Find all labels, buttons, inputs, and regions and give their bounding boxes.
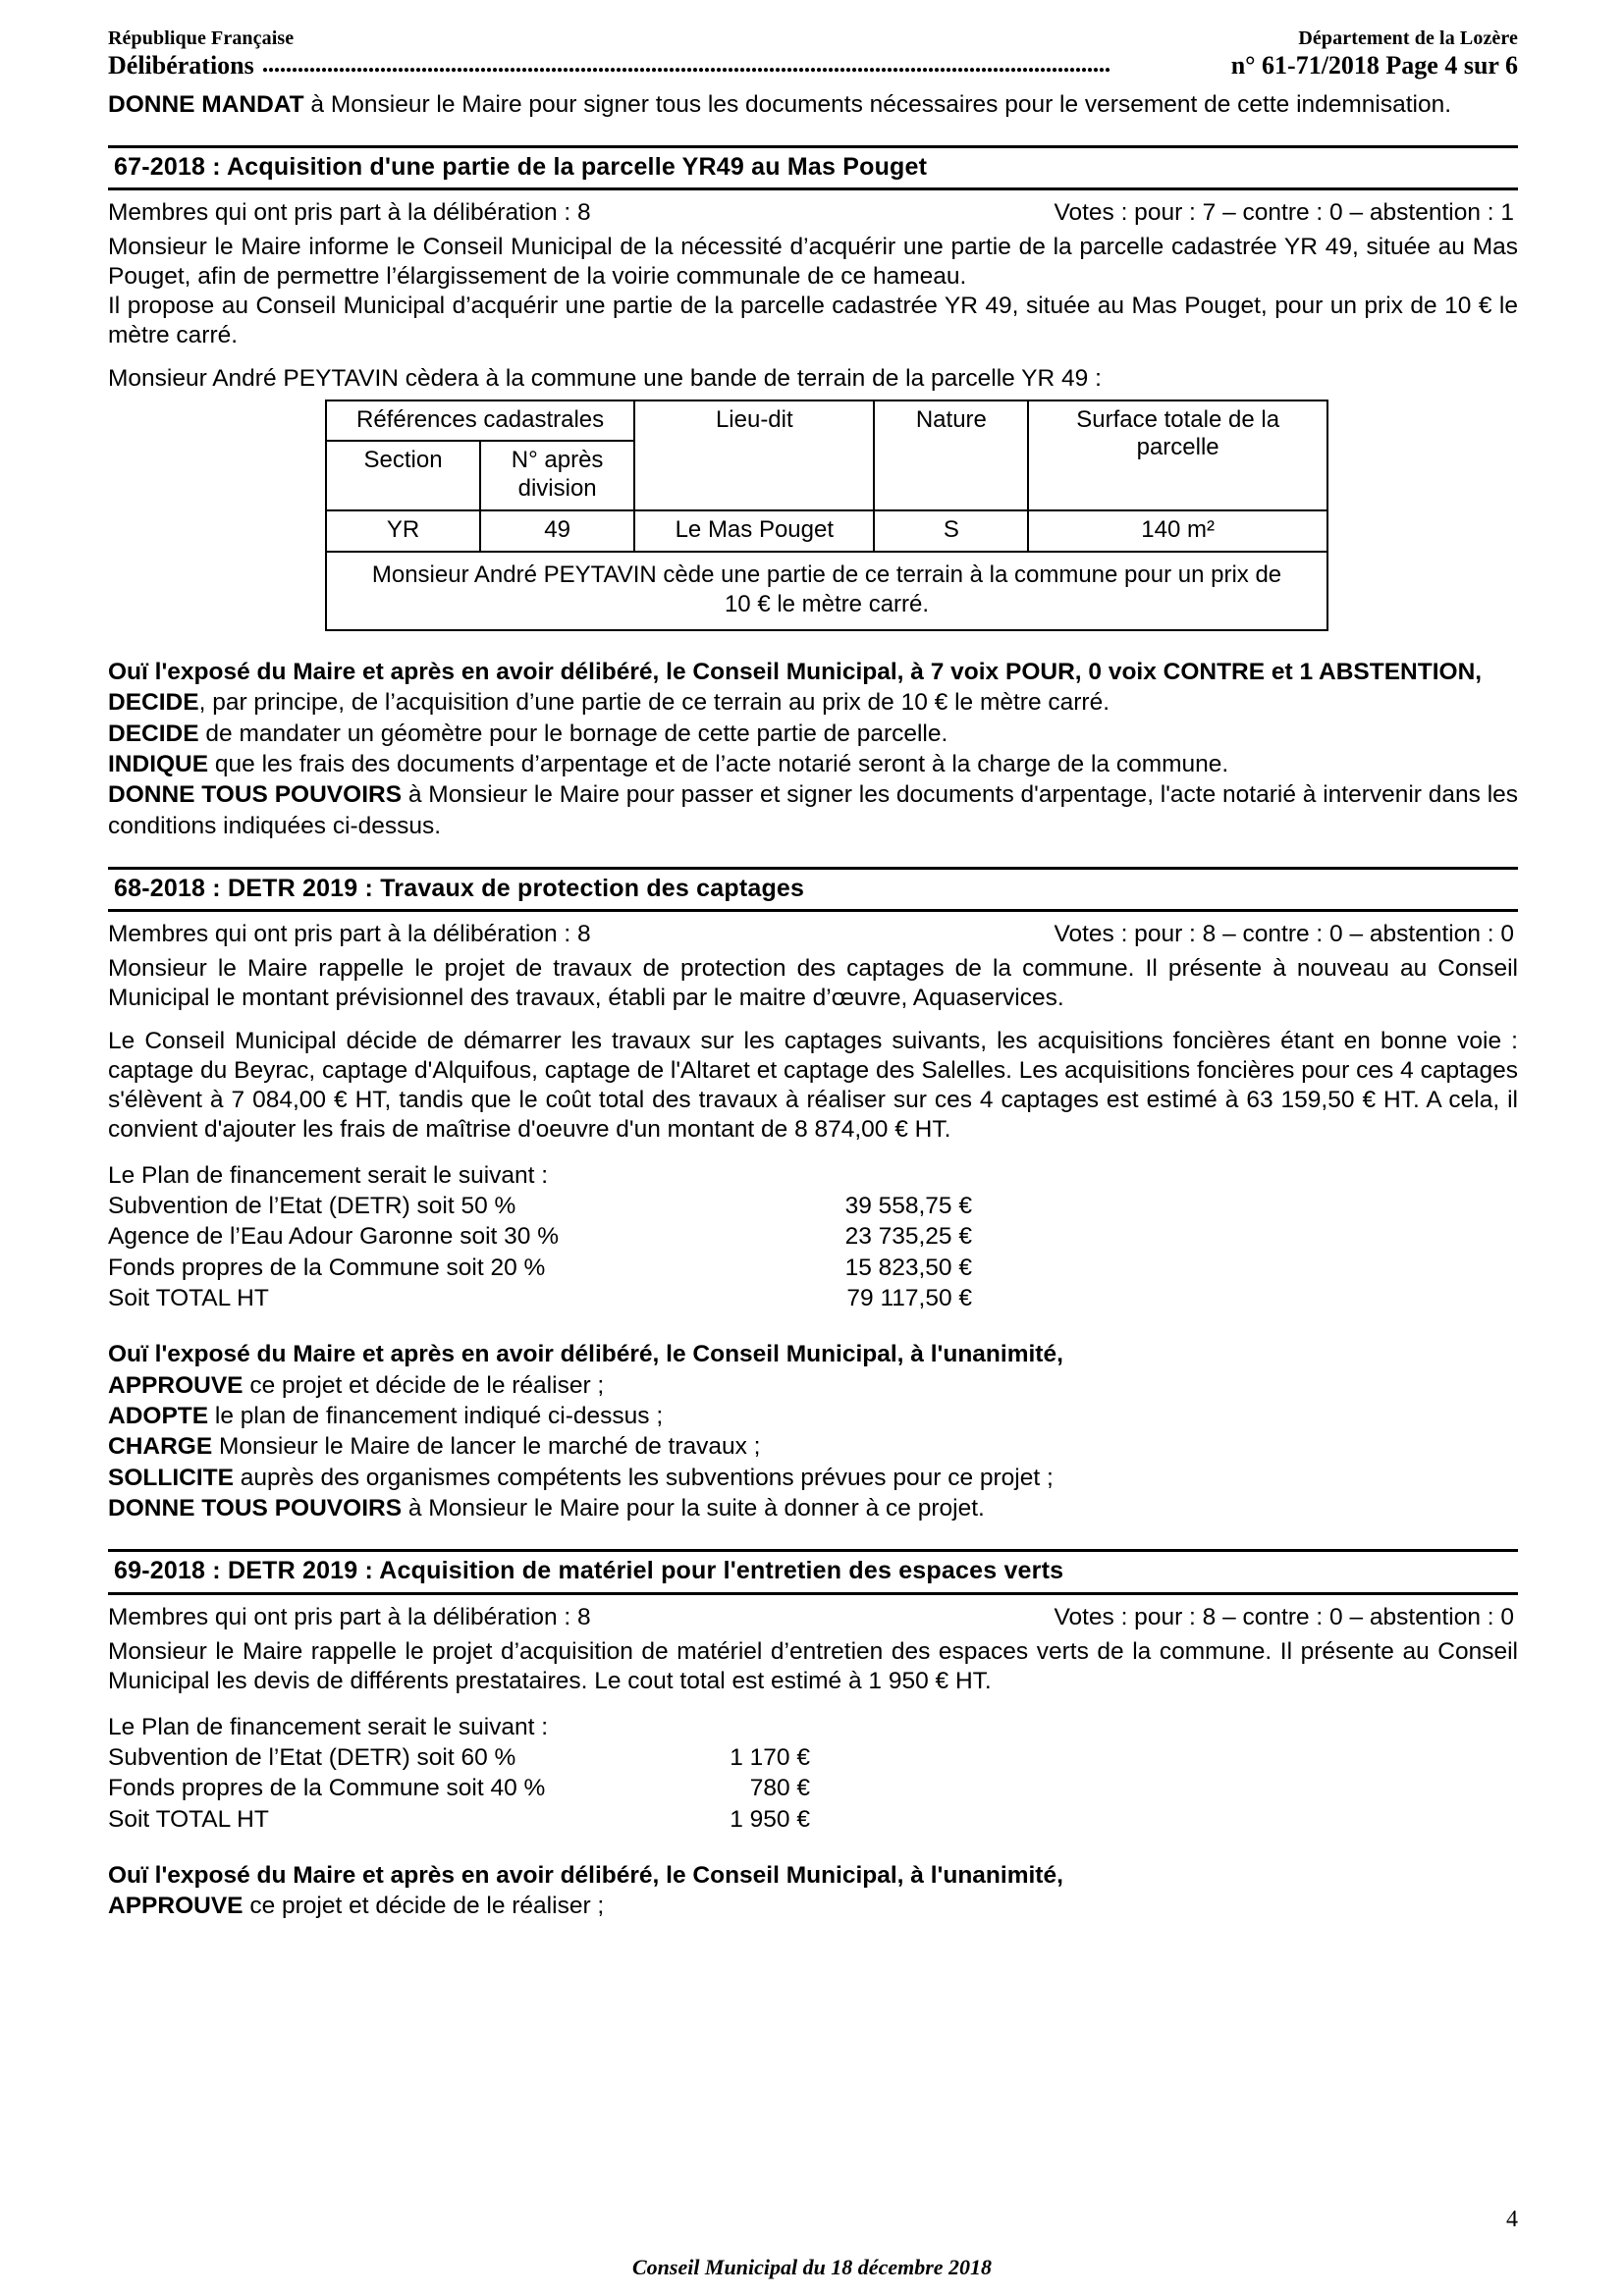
section-title-67-2018: 67-2018 : Acquisition d'une partie de la parcelle YR49 au Mas Pouget bbox=[108, 145, 1518, 191]
decision-text: à Monsieur le Maire pour passer et signer les documents d'arpentage, l'acte notarié à intervenir dans les conditions indiquées ci-dessus. bbox=[108, 781, 1519, 839]
section-68-decision-0 bbox=[108, 1370, 1518, 1401]
table-note-row bbox=[326, 552, 1327, 630]
decision-text: ce projet et décide de le réaliser ; bbox=[243, 1371, 605, 1399]
section-69-paragraph-1: Monsieur le Maire rappelle le projet d’acquisition de matériel d’entretien des espaces verts de la commune. Il présente au Conseil Municipal les devis de différents prestataires. Le cout total est estimé à 1 950 € HT. bbox=[108, 1637, 1518, 1694]
finance-row bbox=[108, 1191, 1518, 1221]
decision-text: de mandater un géomètre pour le bornage de cette partie de parcelle. bbox=[198, 720, 948, 747]
intro-text: à Monsieur le Maire pour signer tous les documents nécessaires pour le versement de cette indemnisation. bbox=[303, 91, 1452, 118]
cell-lieudit: Le Mas Pouget bbox=[634, 510, 874, 552]
votes-summary-68-2018: Votes : pour : 8 – contre : 0 – abstention : 0 bbox=[1054, 921, 1514, 948]
section-68-paragraph-2: Le Conseil Municipal décide de démarrer les travaux sur les captages suivants, les acquisitions foncières étant en bonne voie : captage du Beyrac, captage d'Alquifous, captage de l'Altaret et captage des Salelles. Les acquisitions foncières pour ces 4 captages s'élèvent à 7 084,00 € HT, tandis que le coût total des travaux à réaliser sur ces 4 captages est estimé à 63 159,50 € HT. A cela, il convient d'ajouter les frais de maîtrise d'oeuvre d'un montant de 8 874,00 € HT. bbox=[108, 1028, 1518, 1143]
department-label: Département de la Lozère bbox=[1298, 27, 1518, 49]
page-number: 4 bbox=[1506, 2207, 1518, 2232]
section-67-paragraph-1: Monsieur le Maire informe le Conseil Municipal de la nécessité d’acquérir une partie de la parcelle cadastrée YR 49, située au Mas Pouget, afin de permettre l’élargissement de la voirie communale de ce hameau. bbox=[108, 234, 1518, 291]
decision-keyword: APPROUVE bbox=[108, 1371, 244, 1399]
section-title-68-2018: 68-2018 : DETR 2019 : Travaux de protection des captages bbox=[108, 867, 1518, 913]
finance-label: Soit TOTAL HT bbox=[108, 1805, 269, 1833]
column-header-surface: Surface totale de la parcelle bbox=[1028, 400, 1327, 510]
section-69-decision-0 bbox=[108, 1891, 1518, 1921]
document-footer: Conseil Municipal du 18 décembre 2018 bbox=[631, 2255, 993, 2279]
decision-text: ce projet et décide de le réaliser ; bbox=[243, 1893, 605, 1920]
section-67-decision-3 bbox=[108, 779, 1518, 841]
decision-keyword: DONNE TOUS POUVOIRS bbox=[108, 1495, 403, 1522]
finance-label: Soit TOTAL HT bbox=[108, 1284, 269, 1311]
cell-numero: 49 bbox=[480, 510, 634, 552]
cell-table-note: Monsieur André PEYTAVIN cède une partie de ce terrain à la commune pour un prix de 10 € le mètre carré. bbox=[326, 552, 1327, 630]
members-count-69-2018: Membres qui ont pris part à la délibération : 8 bbox=[108, 1603, 591, 1630]
finance-amount: 1 170 € bbox=[730, 1743, 810, 1771]
section-68-decisions bbox=[108, 1339, 1518, 1523]
cadastre-table bbox=[325, 400, 1328, 631]
finance-label: Fonds propres de la Commune soit 20 % bbox=[108, 1254, 546, 1281]
finance-intro-69: Le Plan de financement serait le suivant : bbox=[108, 1713, 549, 1740]
members-count-67-2018: Membres qui ont pris part à la délibération : 8 bbox=[108, 199, 591, 227]
intro-bold-lead: DONNE MANDAT bbox=[108, 91, 304, 118]
finance-intro-68: Le Plan de financement serait le suivant : bbox=[108, 1161, 549, 1189]
finance-amount: 780 € bbox=[749, 1775, 810, 1802]
members-count-68-2018: Membres qui ont pris part à la délibération : 8 bbox=[108, 921, 591, 948]
finance-amount: 15 823,50 € bbox=[844, 1254, 972, 1281]
decision-keyword: DONNE TOUS POUVOIRS bbox=[108, 781, 403, 809]
table-row bbox=[326, 510, 1327, 552]
deliberations-label: Délibérations bbox=[108, 51, 254, 80]
finance-amount: 79 117,50 € bbox=[846, 1284, 972, 1311]
decision-text: auprès des organismes compétents les subventions prévues pour ce projet ; bbox=[233, 1464, 1054, 1491]
decision-keyword: APPROUVE bbox=[108, 1893, 244, 1920]
finance-label: Subvention de l’Etat (DETR) soit 60 % bbox=[108, 1743, 516, 1771]
decision-keyword: SOLLICITE bbox=[108, 1464, 234, 1491]
section-68-decision-4 bbox=[108, 1493, 1518, 1523]
section-67-decision-2 bbox=[108, 749, 1518, 779]
section-69-oui-statement: Ouï l'exposé du Maire et après en avoir délibéré, le Conseil Municipal, à l'unanimité, bbox=[108, 1862, 1063, 1890]
decision-keyword: DECIDE bbox=[108, 689, 199, 717]
document-reference: n° 61-71/2018 Page 4 sur 6 bbox=[1230, 51, 1518, 80]
column-header-references: Références cadastrales bbox=[326, 400, 634, 442]
cell-nature: S bbox=[874, 510, 1028, 552]
header-top-row bbox=[108, 27, 1518, 50]
intro-paragraph bbox=[108, 90, 1518, 120]
cell-surface: 140 m² bbox=[1028, 510, 1327, 552]
section-67-decision-0 bbox=[108, 687, 1518, 718]
finance-amount: 39 558,75 € bbox=[844, 1192, 972, 1219]
finance-label: Agence de l’Eau Adour Garonne soit 30 % bbox=[108, 1223, 560, 1251]
cadastre-table-wrapper bbox=[108, 400, 1518, 631]
column-header-nature: Nature bbox=[874, 400, 1028, 510]
decision-keyword: INDIQUE bbox=[108, 750, 209, 777]
decision-text: Monsieur le Maire de lancer le marché de travaux ; bbox=[212, 1433, 761, 1461]
finance-label: Subvention de l’Etat (DETR) soit 50 % bbox=[108, 1192, 516, 1219]
table-header-row-1 bbox=[326, 400, 1327, 442]
cell-section: YR bbox=[326, 510, 480, 552]
header-bottom-row bbox=[108, 51, 1518, 80]
finance-label: Fonds propres de la Commune soit 40 % bbox=[108, 1775, 546, 1802]
decision-text: , par principe, de l’acquisition d’une partie de ce terrain au prix de 10 € le mètre carré. bbox=[198, 689, 1110, 717]
section-67-paragraph-2: Il propose au Conseil Municipal d’acquérir une partie de la parcelle cadastrée YR 49, située au Mas Pouget, pour un prix de 10 € le mètre carré. bbox=[108, 292, 1518, 348]
decision-keyword: ADOPTE bbox=[108, 1403, 209, 1430]
vote-line-69-2018 bbox=[108, 1602, 1518, 1633]
section-68-finance-block bbox=[108, 1160, 1518, 1314]
finance-amount: 23 735,25 € bbox=[844, 1223, 972, 1251]
section-68-paragraph-1: Monsieur le Maire rappelle le projet de travaux de protection des captages de la commune. Il présente à nouveau au Conseil Municipal le montant prévisionnel des travaux, établi par le maitre d’œuvre, Aquaservices. bbox=[108, 955, 1518, 1012]
republic-label: République Française bbox=[108, 27, 295, 49]
column-header-numero: N° après division bbox=[480, 441, 634, 510]
section-69-finance-block bbox=[108, 1712, 1518, 1835]
finance-row bbox=[108, 1253, 1518, 1283]
finance-row bbox=[108, 1773, 1518, 1803]
section-title-69-2018: 69-2018 : DETR 2019 : Acquisition de matériel pour l'entretien des espaces verts bbox=[108, 1549, 1518, 1595]
decision-text: le plan de financement indiqué ci-dessus ; bbox=[208, 1403, 664, 1430]
section-67-oui-statement: Ouï l'exposé du Maire et après en avoir délibéré, le Conseil Municipal, à 7 voix POUR, 0 voix CONTRE et 1 ABSTENTION, bbox=[108, 658, 1483, 685]
finance-row bbox=[108, 1742, 1518, 1773]
header-dot-leader: ................................................................................................................................................ bbox=[261, 49, 1110, 78]
vote-line-68-2018 bbox=[108, 919, 1518, 950]
vote-line-67-2018 bbox=[108, 197, 1518, 229]
finance-amount: 1 950 € bbox=[730, 1805, 810, 1833]
section-69-decisions bbox=[108, 1860, 1518, 1922]
section-68-decision-1 bbox=[108, 1401, 1518, 1431]
section-67-table-intro: Monsieur André PEYTAVIN cèdera à la commune une bande de terrain de la parcelle YR 49 : bbox=[108, 364, 1102, 392]
column-header-lieudit: Lieu-dit bbox=[634, 400, 874, 510]
document-header bbox=[108, 27, 1518, 80]
finance-row-total bbox=[108, 1804, 1518, 1835]
decision-keyword: CHARGE bbox=[108, 1433, 213, 1461]
decision-keyword: DECIDE bbox=[108, 720, 199, 747]
column-header-section: Section bbox=[326, 441, 480, 510]
votes-summary-69-2018: Votes : pour : 8 – contre : 0 – abstention : 0 bbox=[1054, 1603, 1514, 1630]
votes-summary-67-2018: Votes : pour : 7 – contre : 0 – abstention : 1 bbox=[1054, 199, 1514, 227]
finance-row-total bbox=[108, 1283, 1518, 1313]
decision-text: que les frais des documents d’arpentage et de l’acte notarié seront à la charge de la commune. bbox=[208, 750, 1229, 777]
finance-row bbox=[108, 1221, 1518, 1252]
section-68-decision-3 bbox=[108, 1463, 1518, 1493]
section-67-decision-1 bbox=[108, 719, 1518, 749]
section-68-oui-statement: Ouï l'exposé du Maire et après en avoir délibéré, le Conseil Municipal, à l'unanimité, bbox=[108, 1341, 1063, 1368]
section-67-decisions bbox=[108, 657, 1518, 841]
decision-text: à Monsieur le Maire pour la suite à donner à ce projet. bbox=[402, 1495, 985, 1522]
section-68-decision-2 bbox=[108, 1431, 1518, 1462]
